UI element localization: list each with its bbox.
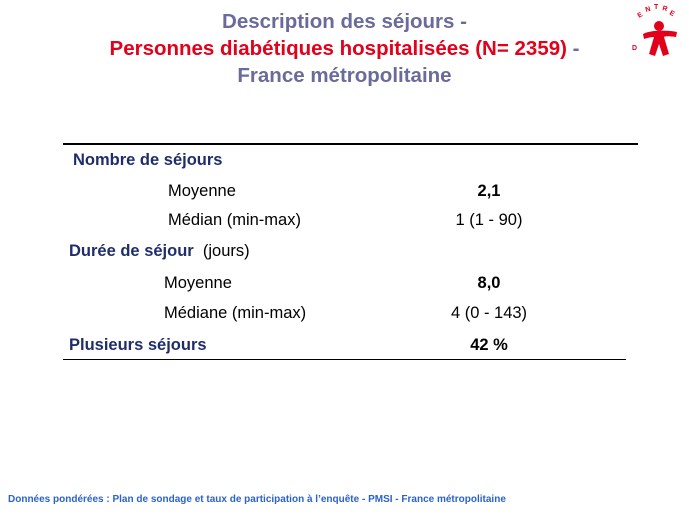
title-line-1: Description des séjours - [222, 10, 467, 33]
section-header-duree [69, 241, 250, 261]
logo-letter: N [644, 5, 652, 14]
row-label-median-1: Médian (min-max) [168, 211, 301, 229]
logo-letter: T [654, 4, 659, 11]
logo-letter: E [668, 9, 676, 19]
section-header-duree-text: Durée de séjour [69, 242, 194, 260]
row-value-moyenne-1: 2,1 [477, 182, 501, 200]
title-line-3: France métropolitaine [237, 64, 452, 87]
title-line-2-dash: - [566, 37, 580, 60]
section-header-plusieurs: Plusieurs séjours [69, 336, 207, 354]
row-label-moyenne-1: Moyenne [168, 182, 236, 200]
row-value-median-1: 1 (1 - 90) [455, 211, 523, 229]
row-value-plusieurs: 42 % [470, 336, 508, 354]
table-top-rule [63, 143, 638, 145]
section-header-nombre: Nombre de séjours [73, 151, 223, 169]
row-value-median-2: 4 (0 - 143) [450, 304, 528, 322]
slide-title [0, 5, 689, 89]
title-line-2 [0, 35, 689, 62]
footer-note: Données pondérées : Plan de sondage et taux de participation à l’enquête - PMSI - France métropolitaine [8, 494, 506, 505]
entred-logo [627, 2, 687, 60]
title-line-2-text: Personnes diabétiques hospitalisées (N= 2359) [109, 37, 567, 60]
person-logo-icon [643, 21, 677, 56]
row-label-median-2: Médiane (min-max) [164, 304, 307, 322]
section-header-duree-unit: (jours) [202, 242, 250, 260]
logo-letter: E [636, 11, 645, 20]
table-bottom-rule [63, 359, 626, 360]
row-value-moyenne-2: 8,0 [477, 274, 501, 292]
row-label-moyenne-2: Moyenne [164, 274, 232, 292]
logo-letter: D [632, 45, 638, 52]
logo-letter: R [661, 5, 669, 14]
